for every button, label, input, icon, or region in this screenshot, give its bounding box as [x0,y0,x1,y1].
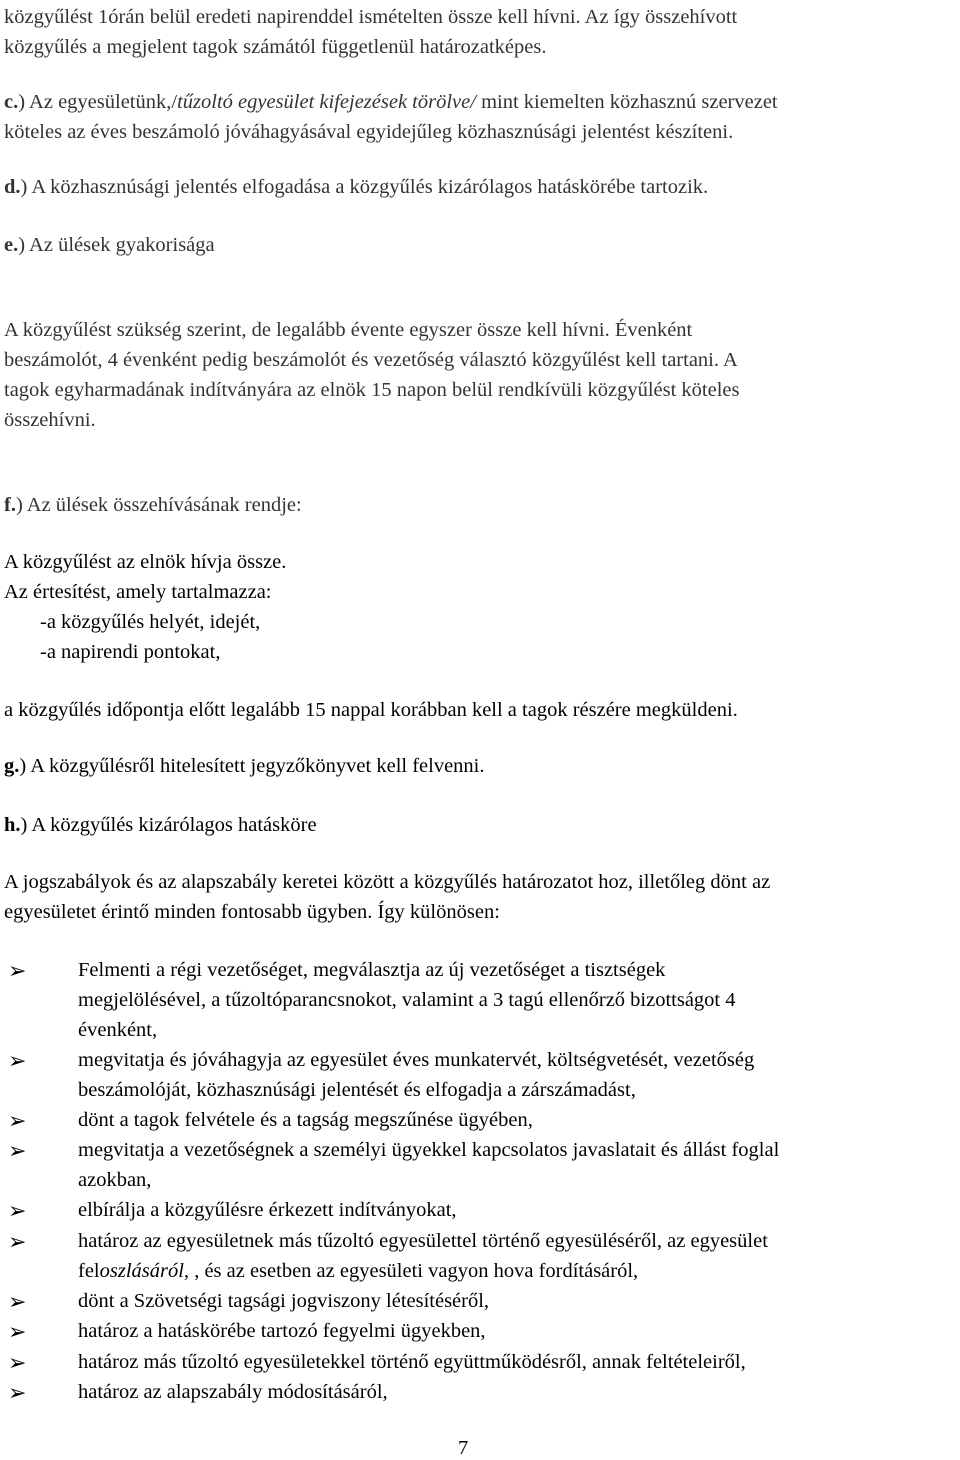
text-line: A jogszabályok és az alapszabály keretei között a közgyűlés határozatot hoz, illetőleg dönt az [4,871,771,893]
text-line: tagok egyharmadának indítványára az elnök 15 napon belül rendkívüli közgyűlést köteles [4,379,740,401]
list-item: dönt a tagok felvétele és a tagság megszűnése ügyében, [78,1109,533,1131]
list-item-continuation: azokban, [78,1169,152,1191]
text-line: -a napirendi pontokat, [40,641,221,663]
list-item-continuation: évenként, [78,1019,158,1041]
text-span: ) Az ülések gyakorisága [18,234,215,256]
section-h [4,815,317,836]
text-line: A közgyűlést az elnök hívja össze. [4,551,287,573]
section-marker: e. [4,234,19,256]
text-line: a közgyűlés időpontja előtt legalább 15 nappal korábban kell a tagok részére megküldeni. [4,699,738,721]
arrowhead-bullet-icon: ➢ [8,1319,27,1344]
text-line: közgyűlést 1órán belül eredeti napirenddel ismételten össze kell hívni. Az így összehívott [4,6,738,28]
list-item-continuation: beszámolóját, közhasznúsági jelentését és elfogadja a zárszámadást, [78,1079,636,1101]
arrowhead-bullet-icon: ➢ [8,1138,27,1163]
arrowhead-bullet-icon: ➢ [8,1048,27,1073]
text-span: ) A közgyűlésről hitelesített jegyzőkönyvet kell felvenni. [19,755,485,777]
list-item: megvitatja a vezetőségnek a személyi ügyekkel kapcsolatos javaslatait és állást foglal [78,1139,780,1161]
list-item: Felmenti a régi vezetőséget, megválasztja az új vezetőséget a tisztségek [78,959,666,981]
arrowhead-bullet-icon: ➢ [8,1350,27,1375]
list-item: határoz az alapszabály módosításáról, [78,1381,388,1403]
arrowhead-bullet-icon: ➢ [8,958,27,983]
text-line: összehívni. [4,409,96,431]
text-span: ) A közhasznúsági jelentés elfogadása a közgyűlés kizárólagos hatáskörébe tartozik. [20,176,709,198]
text-line: Az értesítést, amely tartalmazza: [4,581,272,603]
text-line: -a közgyűlés helyét, idejét, [40,611,261,633]
text-span: ) Az ülések összehívásának rendje: [15,494,302,516]
section-d [4,177,708,198]
italic-span: oszlásáról, [99,1260,190,1282]
list-item-continuation [78,1261,638,1282]
list-item: határoz az egyesületnek más tűzoltó egyesülettel történő egyesüléséről, az egyesület [78,1230,768,1252]
section-marker: c. [4,91,19,113]
text-span: ) A közgyűlés kizárólagos hatásköre [20,814,317,836]
text-line: közgyűlés a megjelent tagok számától függetlenül határozatképes. [4,36,547,58]
section-e [4,235,215,256]
list-item: megvitatja és jóváhagyja az egyesület éves munkatervét, költségvetését, vezetőség [78,1049,755,1071]
list-item: elbírálja a közgyűlésre érkezett indítványokat, [78,1199,457,1221]
page-number: 7 [458,1437,469,1459]
section-marker: d. [4,176,21,198]
list-item: határoz más tűzoltó egyesületekkel történő együttműködésről, annak feltételeiről, [78,1351,746,1373]
section-c [4,92,778,113]
text-line: beszámolót, 4 évenként pedig beszámolót és vezetőség választó közgyűlést kell tartani. A [4,349,738,371]
section-f [4,495,302,516]
text-line: egyesületet érintő minden fontosabb ügyben. Így különösen: [4,901,500,923]
list-item-continuation: megjelölésével, a tűzoltóparancsnokot, valamint a 3 tagú ellenőrző bizottságot 4 [78,989,736,1011]
arrowhead-bullet-icon: ➢ [8,1229,27,1254]
italic-span: tűzoltó egyesület kifejezések törölve/ [177,91,476,113]
arrowhead-bullet-icon: ➢ [8,1380,27,1405]
arrowhead-bullet-icon: ➢ [8,1289,27,1314]
text-span: ) Az egyesületünk,/ [18,91,178,113]
text-line: A közgyűlést szükség szerint, de legalább évente egyszer össze kell hívni. Évenként [4,319,693,341]
text-line: köteles az éves beszámoló jóváhagyásával egyidejűleg közhasznúsági jelentést készíteni. [4,121,734,143]
arrowhead-bullet-icon: ➢ [8,1108,27,1133]
list-item: dönt a Szövetségi tagsági jogviszony létesítéséről, [78,1290,490,1312]
section-marker: h. [4,814,21,836]
section-g [4,756,485,777]
list-item: határoz a hatáskörébe tartozó fegyelmi ügyekben, [78,1320,486,1342]
section-marker: f. [4,494,16,516]
arrowhead-bullet-icon: ➢ [8,1198,27,1223]
text-span: , és az esetben az egyesületi vagyon hova fordításáról, [189,1260,639,1282]
text-span: mint kiemelten közhasznú szervezet [475,91,778,113]
text-span: fel [78,1260,100,1282]
section-marker: g. [4,755,20,777]
